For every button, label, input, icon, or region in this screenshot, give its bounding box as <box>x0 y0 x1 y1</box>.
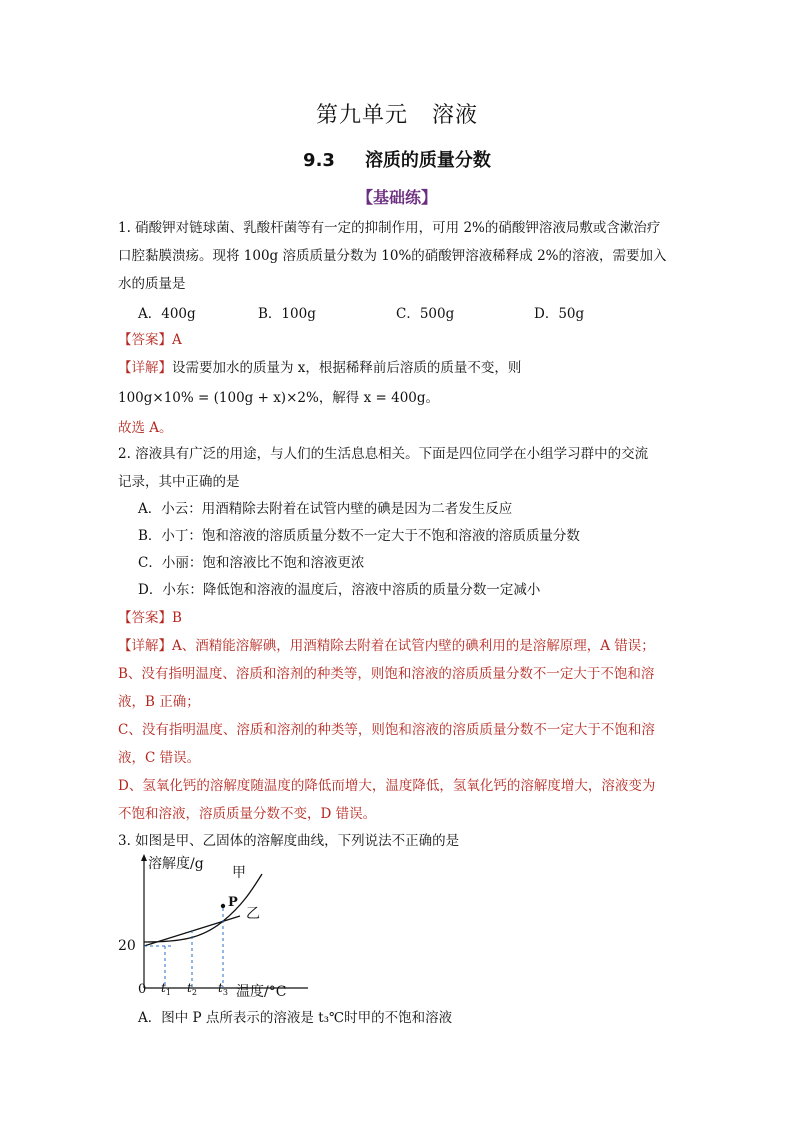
x-axis-label: 温度/°C <box>236 984 287 1000</box>
unit-title <box>0 98 794 129</box>
q2-option-a: A．小云：用酒精除去附着在试管内壁的碘是因为二者发生反应 <box>138 501 513 517</box>
point-p-label: P <box>228 895 238 910</box>
equation-solution: ，解得 x = 400g。 <box>318 390 440 406</box>
q1-detail <box>118 358 521 378</box>
y-axis-label: 溶解度/g <box>148 856 204 872</box>
t2-label: $t_2$ <box>187 981 197 997</box>
q2-detail-line4: C、没有指明温度、溶质和溶剂的种类等，则饱和溶液的溶质质量分数不一定大于不饱和溶 <box>118 722 655 738</box>
q2-detail-line3: 液，B 正确； <box>118 694 200 710</box>
q2-option-b: B．小丁：饱和溶液的溶质质量分数不一定大于不饱和溶液的溶质质量分数 <box>138 528 580 544</box>
q1-option-b: B．100g <box>258 306 316 322</box>
q1-stem-line1: 1. 硝酸钾对链球菌、乳酸杆菌等有一定的抑制作用，可用 2%的硝酸钾溶液局敷或含漱治疗 <box>118 220 661 236</box>
q2-detail-line2: B、没有指明温度、溶质和溶剂的种类等，则饱和溶液的溶质质量分数不一定大于不饱和溶 <box>118 666 655 682</box>
detail-tag: 【详解】 <box>118 638 172 654</box>
q1-stem-line3: 水的质量是 <box>118 276 186 292</box>
unit-number: 第九单元 <box>315 103 408 128</box>
q1-equation-line <box>118 388 439 408</box>
y-axis-arrow <box>141 854 147 861</box>
origin-label: 0 <box>138 982 147 997</box>
q1-option-c: C．500g <box>396 306 455 322</box>
detail-tag: 【详解】 <box>118 360 172 376</box>
answer-value: A <box>172 332 182 348</box>
q2-detail-line5: 液，C 错误。 <box>118 750 201 766</box>
q2-detail-line1 <box>118 636 655 656</box>
q1-option-d: D．50g <box>534 306 585 322</box>
point-p <box>221 904 225 908</box>
curve-jia <box>144 874 262 942</box>
t3-label: $t_3$ <box>218 981 228 997</box>
y-tick-20: 20 <box>118 938 136 954</box>
unit-name: 溶液 <box>432 103 479 128</box>
solubility-curve-figure <box>112 850 312 1002</box>
q2-option-c: C．小丽：饱和溶液比不饱和溶液更浓 <box>138 555 365 571</box>
q1-option-a: A．400g <box>138 306 196 322</box>
answer-tag: 【答案】 <box>118 332 172 348</box>
answer-tag: 【答案】 <box>118 610 172 626</box>
q2-detail-line7: 不饱和溶液，溶质质量分数不变，D 错误。 <box>118 806 377 822</box>
section-number: 9.3 <box>303 150 335 171</box>
equation: 100g×10% = (100g + x)×2% <box>118 390 319 406</box>
curve-yi-label: 乙 <box>246 906 260 922</box>
section-name: 溶质的质量分数 <box>364 150 491 171</box>
q1-stem-line2: 口腔黏膜溃疡。现将 100g 溶质质量分数为 10%的硝酸钾溶液稀释成 2%的溶液，需要加入 <box>118 248 667 264</box>
practice-label: 【基础练】 <box>356 188 437 207</box>
t1-label: $t_1$ <box>161 981 171 997</box>
section-title <box>0 146 794 172</box>
q2-option-d: D．小东：降低饱和溶液的温度后，溶液中溶质的质量分数一定减小 <box>138 582 541 598</box>
q3-stem: 3. 如图是甲、乙固体的溶解度曲线，下列说法不正确的是 <box>118 833 460 849</box>
q1-answer <box>118 330 182 350</box>
q2-stem-line2: 记录，其中正确的是 <box>118 474 240 490</box>
q2-answer <box>118 608 182 628</box>
answer-value: B <box>172 610 182 626</box>
q3-option-a: A．图中 P 点所表示的溶液是 t₃℃时甲的不饱和溶液 <box>138 1010 453 1026</box>
q2-detail-line6: D、氢氧化钙的溶解度随温度的降低而增大，温度降低，氢氧化钙的溶解度增大，溶液变为 <box>118 778 656 794</box>
q1-conclusion: 故选 A。 <box>118 420 173 436</box>
detail-text: 设需要加水的质量为 x，根据稀释前后溶质的质量不变，则 <box>172 360 522 376</box>
detail-text: A、酒精能溶解碘，用酒精除去附着在试管内壁的碘利用的是溶解原理，A 错误； <box>172 638 655 654</box>
q2-stem-line1: 2. 溶液具有广泛的用途，与人们的生活息息相关。下面是四位同学在小组学习群中的交流 <box>118 446 649 462</box>
curve-jia-label: 甲 <box>232 865 246 881</box>
